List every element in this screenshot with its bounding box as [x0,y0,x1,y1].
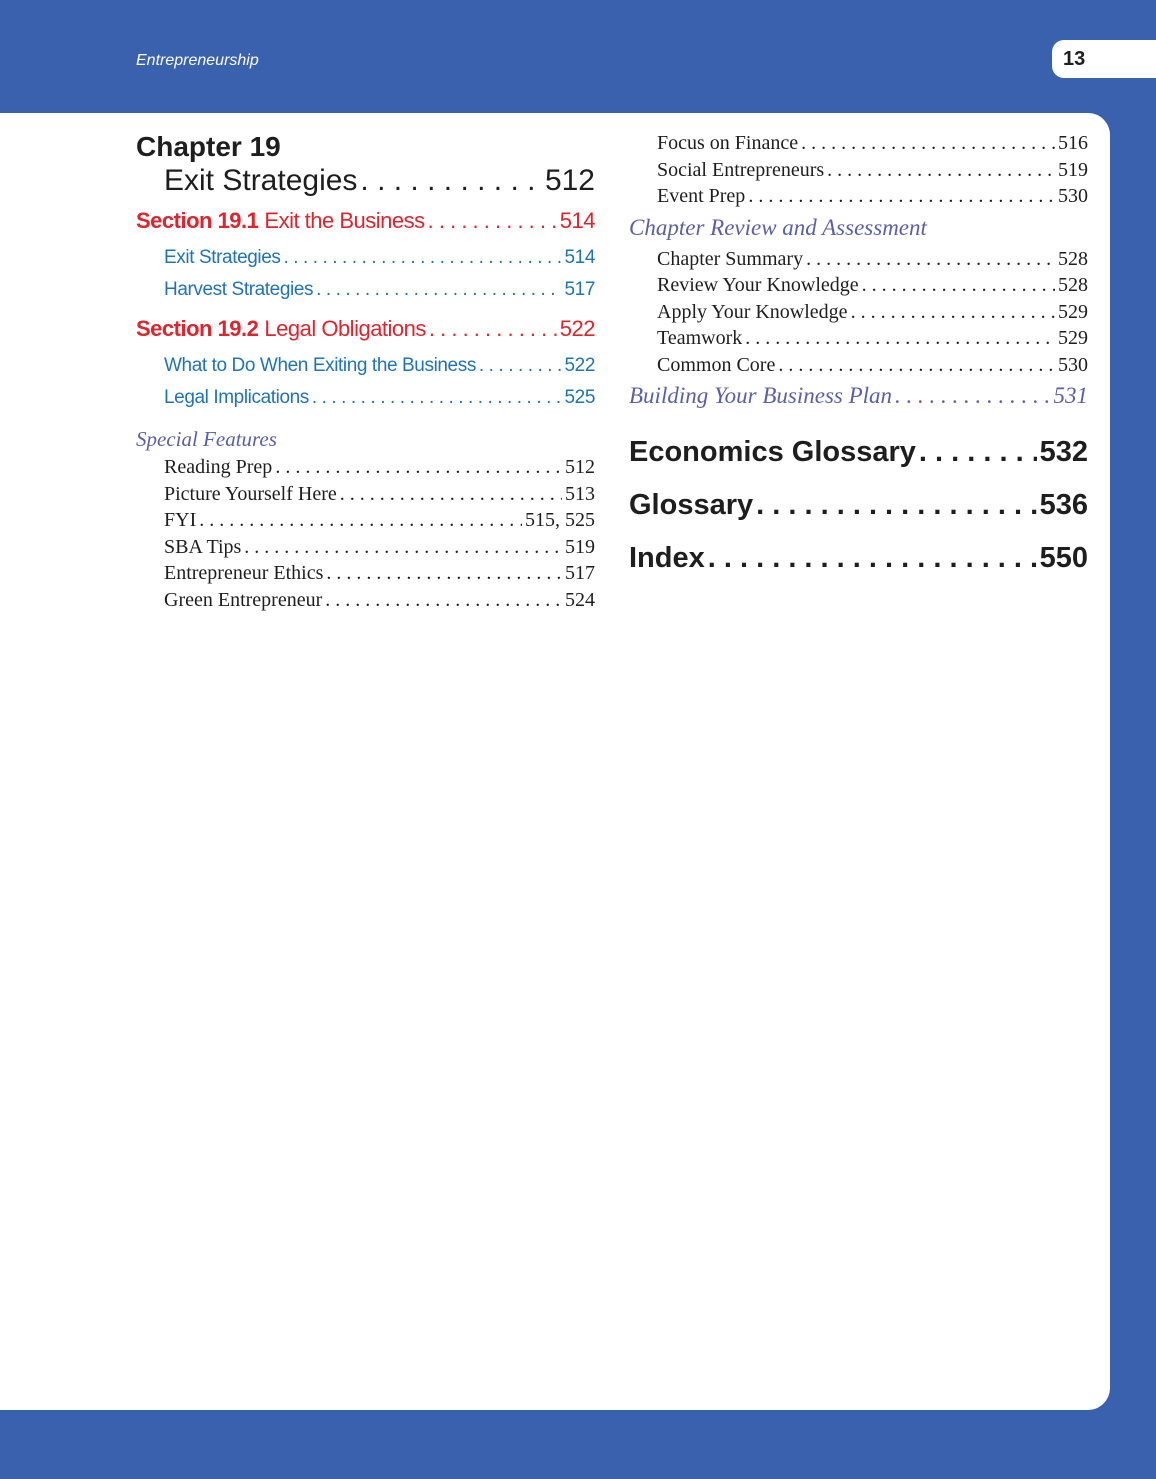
chapter-title: Exit Strategies [164,164,358,197]
leader-dots [326,560,562,587]
chapter-review-list [629,246,1088,379]
special-features-heading: Special Features [136,427,277,451]
back-matter-title: Index [629,542,705,574]
review-title: Review Your Knowledge [657,274,859,296]
review-title: Chapter Summary [657,247,804,270]
leader-dots [851,299,1055,326]
feature-page: 517 [565,562,595,584]
leader-dots [340,481,562,508]
chapter-review-heading: Chapter Review and Assessment [629,214,927,240]
feature-entry[interactable] [136,507,595,534]
lesson-entry[interactable] [136,350,595,382]
lesson-title: What to Do When Exiting the Business [164,355,476,376]
lesson-title: Legal Implications [164,387,309,408]
feature-page: 524 [565,588,595,611]
feature-entry[interactable] [629,183,1088,210]
review-entry[interactable] [629,246,1088,273]
leader-dots [801,130,1055,157]
leader-dots [429,314,557,344]
leader-dots [312,382,562,414]
review-entry[interactable] [629,352,1088,379]
leader-dots [479,350,562,382]
review-page: 530 [1058,353,1088,376]
leader-dots [275,454,562,481]
leader-dots [325,587,562,614]
chapter-page: 512 [544,164,595,197]
feature-title: Green Entrepreneur [164,588,323,611]
feature-page: 513 [565,482,595,505]
leader-dots [316,274,561,306]
lesson-title: Exit Strategies [164,247,281,268]
feature-title: Picture Yourself Here [164,482,337,505]
feature-entry[interactable] [629,130,1088,157]
leader-dots [360,164,542,198]
lesson-title: Harvest Strategies [164,279,314,300]
review-entry[interactable] [629,272,1088,299]
leader-dots [284,242,562,274]
lesson-page: 525 [564,387,595,408]
feature-entry[interactable] [629,157,1088,184]
lesson-entry[interactable] [136,382,595,414]
section-number: Section 19.2 [136,316,259,341]
section-title: Legal Obligations [264,316,426,341]
review-title: Apply Your Knowledge [657,300,848,323]
left-column [136,130,595,613]
feature-page: 512 [565,456,595,478]
leader-dots [428,206,557,236]
lesson-page: 517 [564,279,595,300]
back-matter-list [629,426,1088,585]
section-page: 522 [559,316,595,341]
back-matter-title: Glossary [629,489,754,521]
business-plan-entry[interactable] [629,378,1088,414]
leader-dots [895,378,1050,414]
back-matter-page: 550 [1039,542,1088,574]
feature-title: SBA Tips [164,535,242,558]
feature-entry[interactable] [136,534,595,561]
lesson-entry[interactable] [136,242,595,274]
section-title: Exit the Business [264,208,425,233]
leader-dots [199,507,522,534]
feature-title: Focus on Finance [657,132,799,154]
review-entry[interactable] [629,299,1088,326]
leader-dots [748,183,1055,210]
review-entry[interactable] [629,325,1088,352]
business-plan-page: 531 [1053,383,1088,408]
feature-page: 516 [1058,132,1088,154]
leader-dots [862,272,1055,299]
feature-entry[interactable] [136,560,595,587]
feature-title: Entrepreneur Ethics [164,562,324,584]
chapter-title-entry[interactable] [136,164,595,198]
leader-dots [806,246,1055,273]
back-matter-page: 532 [1039,436,1088,468]
review-page: 529 [1058,300,1088,323]
back-matter-title: Economics Glossary [629,436,916,468]
special-features-list [136,454,595,613]
leader-dots [745,325,1055,352]
lesson-list [136,350,595,414]
leader-dots [778,352,1055,379]
review-title: Common Core [657,353,776,376]
review-page: 528 [1058,247,1088,270]
feature-title: Reading Prep [164,456,273,478]
section-entry[interactable] [136,206,595,236]
feature-title: FYI [164,509,197,531]
leader-dots [919,426,1037,479]
running-header: Entrepreneurship [136,52,259,69]
right-column [629,130,1088,585]
section-number: Section 19.1 [136,208,259,233]
feature-page: 515, 525 [525,509,595,531]
review-title: Teamwork [657,327,743,349]
feature-continued-list [629,130,1088,210]
chapter-label: Chapter 19 [136,131,281,162]
back-matter-entry[interactable] [629,532,1088,585]
leader-dots [756,479,1036,532]
back-matter-page: 536 [1039,489,1088,521]
bottom-band [0,1410,1156,1479]
review-page: 529 [1058,327,1088,349]
lesson-list [136,242,595,306]
feature-title: Social Entrepreneurs [657,158,825,181]
lesson-page: 522 [564,355,595,376]
feature-page: 519 [1058,158,1088,181]
section-page: 514 [559,208,595,233]
lesson-entry[interactable] [136,274,595,306]
section-entry[interactable] [136,314,595,344]
back-matter-entry[interactable] [629,479,1088,532]
feature-title: Event Prep [657,185,746,207]
back-matter-entry[interactable] [629,426,1088,479]
leader-dots [827,157,1055,184]
business-plan-title: Building Your Business Plan [629,383,893,408]
feature-entry[interactable] [136,587,595,614]
feature-entry[interactable] [136,481,595,508]
page-number: 13 [1063,48,1086,70]
feature-page: 530 [1058,185,1088,207]
lesson-page: 514 [564,247,595,268]
leader-dots [708,532,1037,585]
review-page: 528 [1058,274,1088,296]
feature-entry[interactable] [136,454,595,481]
leader-dots [244,534,562,561]
feature-page: 519 [565,535,595,558]
